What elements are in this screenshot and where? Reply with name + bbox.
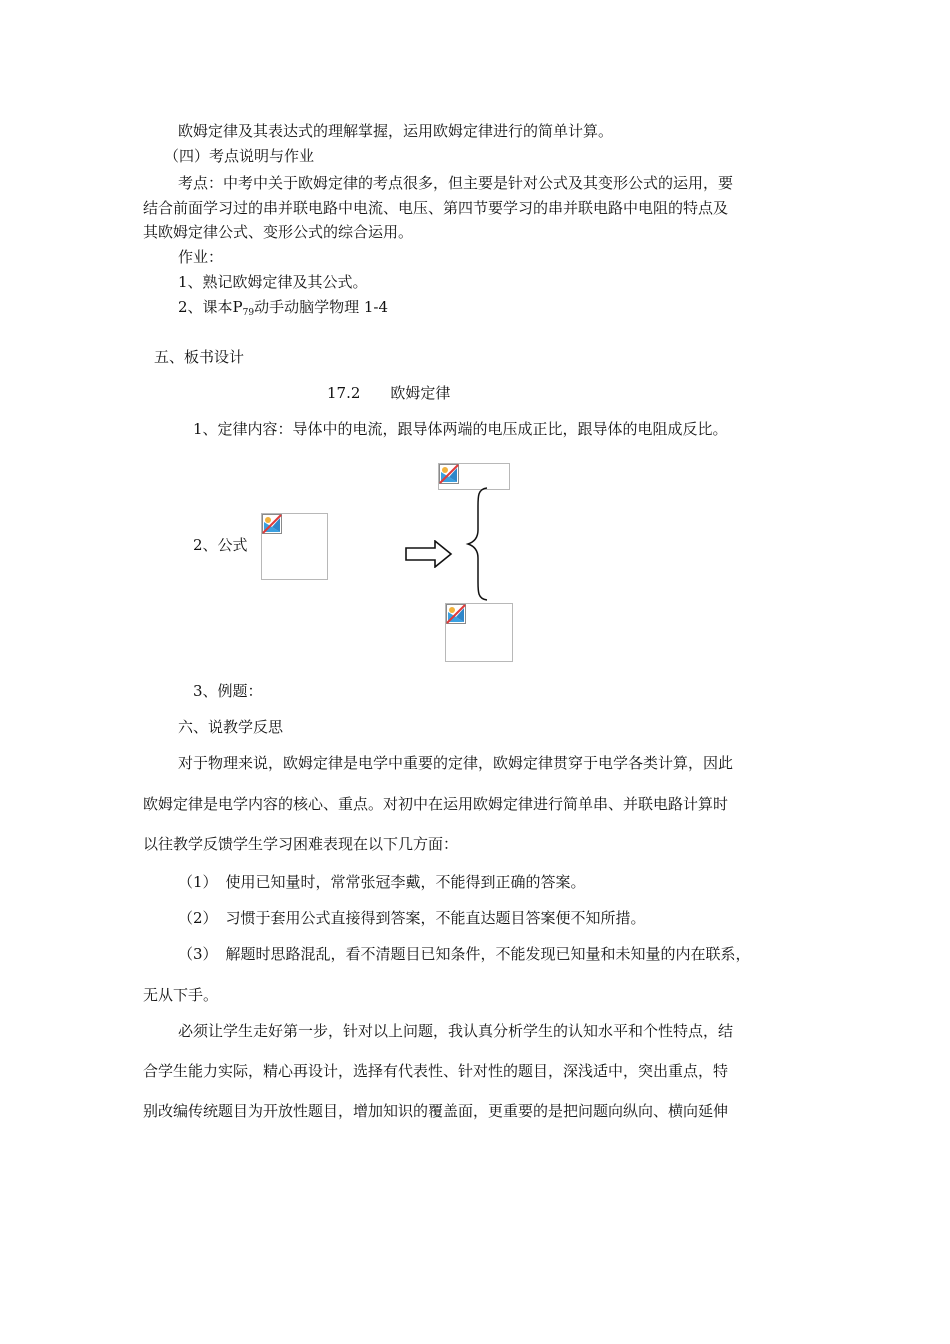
board-title xyxy=(327,383,450,403)
text-line: 以往教学反馈学生学习困难表现在以下几方面： xyxy=(143,835,459,853)
text-line: 1、熟记欧姆定律及其公式。 xyxy=(178,273,368,291)
list-text: 习惯于套用公式直接得到答案，不能直达题目答案便不知所措。 xyxy=(225,909,646,927)
subsection-heading: （四）考点说明与作业 xyxy=(164,147,315,165)
section-heading: 六、说教学反思 xyxy=(178,718,284,736)
broken-image-icon xyxy=(439,464,459,484)
list-text: 解题时思路混乱，看不清题目已知条件，不能发现已知量和未知量的内在联系， xyxy=(225,945,751,963)
board-item: 3、例题： xyxy=(193,682,263,700)
curly-brace-icon xyxy=(465,486,489,602)
board-item: 1、定律内容：导体中的电流，跟导体两端的电压成正比，跟导体的电阻成反比。 xyxy=(193,420,728,438)
text-line: 其欧姆定律公式、变形公式的综合运用。 xyxy=(143,223,414,241)
text-line: 欧姆定律是电学内容的核心、重点。对初中在运用欧姆定律进行简单串、并联电路计算时 xyxy=(143,795,729,813)
arrow-right-icon xyxy=(405,540,453,568)
list-item xyxy=(178,944,751,964)
list-number: （1） xyxy=(178,873,218,891)
text-line: 对于物理来说，欧姆定律是电学中重要的定律，欧姆定律贯穿于电学各类计算，因此 xyxy=(178,754,734,772)
board-item: 2、公式 xyxy=(193,536,248,554)
text-line: 结合前面学习过的串并联电路中电流、电压、第四节要学习的串并联电路中电阻的特点及 xyxy=(143,199,729,217)
formula-image-main xyxy=(261,513,328,580)
subscript: 79 xyxy=(242,308,255,318)
board-title-number: 17.2 xyxy=(327,384,361,402)
list-text: 使用已知量时，常常张冠李戴，不能得到正确的答案。 xyxy=(225,873,586,891)
text-line: 欧姆定律及其表达式的理解掌握，运用欧姆定律进行的简单计算。 xyxy=(178,122,614,140)
board-title-text: 欧姆定律 xyxy=(390,384,451,402)
text-line: 作业： xyxy=(178,248,224,266)
list-item xyxy=(178,908,646,928)
text-line: 无从下手。 xyxy=(143,986,219,1004)
section-heading: 五、板书设计 xyxy=(154,348,245,366)
list-number: （2） xyxy=(178,909,218,927)
broken-image-icon xyxy=(446,604,466,624)
formula-image-bottom xyxy=(445,603,513,662)
list-item xyxy=(178,872,586,892)
text-line xyxy=(178,297,388,323)
text-line: 合学生能力实际，精心再设计，选择有代表性、针对性的题目，深浅适中，突出重点，特 xyxy=(143,1062,729,1080)
text-line: 必须让学生走好第一步，针对以上问题，我认真分析学生的认知水平和个性特点，结 xyxy=(178,1022,734,1040)
text-line: 别改编传统题目为开放性题目，增加知识的覆盖面，更重要的是把问题向纵向、横向延伸 xyxy=(143,1102,729,1120)
list-number: （3） xyxy=(178,945,218,963)
broken-image-icon xyxy=(262,514,282,534)
text-line: 考点：中考中关于欧姆定律的考点很多，但主要是针对公式及其变形公式的运用，要 xyxy=(178,174,734,192)
text-fragment: 2、课本P xyxy=(178,298,243,316)
text-fragment: 动手动脑学物理 1-4 xyxy=(254,298,389,316)
